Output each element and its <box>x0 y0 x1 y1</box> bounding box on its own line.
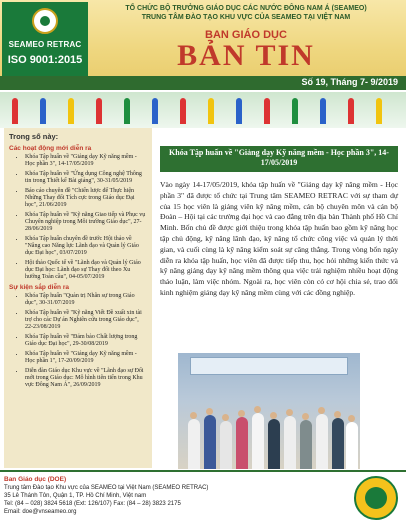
issue-bar <box>0 76 406 90</box>
section-title-upcoming: Sự kiện sắp diễn ra <box>9 284 69 291</box>
newsletter-footer <box>0 472 406 526</box>
article-banner <box>160 146 398 172</box>
iso-certification: ISO 9001:2015 <box>7 54 83 66</box>
newsletter-header <box>0 0 406 88</box>
section-title-recent: Các hoạt động mới diễn ra <box>9 145 92 152</box>
list-item: • Khóa Tập huấn về "Đảm bảo Chất lượng trong Giáo dục Đại học", 29-30/08/2019 <box>25 334 147 348</box>
footer-department: Ban Giáo dục (DOE) <box>4 476 67 483</box>
logo-name: SEAMEO RETRAC <box>8 40 82 49</box>
footer-phone: Tel: (84 – 028) 3824 5618 (Ext: 126/107) Fax: (84 – 28) 3823 2175 <box>4 501 181 507</box>
list-item: • Khóa Tập huấn về "Ứng dụng Công nghệ Thông tin trong Thiết kế Bài giảng", 30-31/05/2019 <box>25 171 147 185</box>
list-item: • Khóa Tập huấn về "Giảng dạy Kỹ năng mềm - Học phần 3", 14-17/05/2019 <box>25 154 147 168</box>
group-photo <box>178 353 360 469</box>
article-body: Vào ngày 14-17/05/2019, khóa tập huấn về "Giảng dạy kỹ năng mềm - Học phần 3" đã được tổ chức tại Trung tâm SEAMEO RETRAC với sự tham dự của 15 học viên là giảng viên kỹ năng mềm, cán bộ chuyên môn và cán bộ Đoàn – Hội tại các trường đại học và cao đẳng trên địa bàn Thành phố Hồ Chí Minh. Bốn chủ đề được giới thiệu trong khóa tập huấn bao gồm kỹ năng học tập chủ động, kỹ năng lãnh đạo, kỹ năng tổ chức công việc và quản lý thời gian, và cuối cùng là kỹ năng kiểm soát sự căng thẳng. Trong vòng bốn ngày diễn ra khóa tập huấn, học viên đã được tiếp thu, học hỏi những kiến thức và kỹ năng giảng dạy kỹ năng mềm thông qua việc trải nghiệm nhiều hoạt động thảo luận, làm việc nhóm. Ngoài ra, học viên còn có cơ hội chia sẻ, trao đổi kinh nghiệm giảng dạy kỹ năng mềm cùng với các đồng nghiệp. <box>160 180 398 297</box>
seameo-seal-icon <box>32 8 58 34</box>
footer-email[interactable]: Email: doe@vnseameo.org <box>4 509 77 515</box>
newsletter-title: BẢN TIN <box>177 39 315 72</box>
list-item: • Báo cáo chuyên đề "Chiến lược để Thực hiện Những Thay đổi Tích cực trong Giáo dục Đại học", 21/06/2019 <box>25 188 147 209</box>
list-item: • Khóa Tập huấn "Quản trị Nhân sự trong Giáo dục", 30-31/07/2019 <box>25 293 147 307</box>
recent-events-list <box>9 154 147 281</box>
org-line-1: TỔ CHỨC BỘ TRƯỞNG GIÁO DỤC CÁC NƯỚC ĐÔNG NAM Á (SEAMEO) <box>125 5 367 12</box>
org-line-2: TRUNG TÂM ĐÀO TẠO KHU VỰC CỦA SEAMEO TẠI VIỆT NAM <box>141 14 351 21</box>
list-item: • Hội thảo Quốc tế về "Lãnh đạo và Quản lý Giáo dục Đại học: Lãnh đạo sự Thay đổi theo Xu hướng Toàn cầu", 04-05/07/2019 <box>25 260 147 281</box>
list-item: • Khóa Tập huấn chuyên đề trước Hội thảo về "Nâng cao Năng lực Lãnh đạo và Quản lý Giáo dục Đại học", 03/07/2019 <box>25 236 147 257</box>
list-item: • Diễn đàn Giáo dục Khu vực về "Lãnh đạo sự Đổi mới trong Giáo dục: Mô hình tiên tiến trong Khu vực Đông Nam Á", 26/09/2019 <box>25 368 147 389</box>
toc-heading: Trong số này: <box>9 132 59 141</box>
seameo-footer-logo-icon <box>354 476 398 520</box>
department-name: BAN GIÁO DỤC <box>205 29 287 41</box>
seameo-logo <box>2 2 88 76</box>
flags-decoration <box>0 92 406 128</box>
issue-number: Số 19, Tháng 7- 9/2019 <box>301 77 398 87</box>
footer-org-full: Trung tâm Đào tạo Khu vực của SEAMEO tại Việt Nam (SEAMEO RETRAC) <box>4 485 209 491</box>
photo-backdrop-banner <box>190 357 348 375</box>
list-item: • Khóa Tập huấn về "Giảng dạy Kỹ năng mềm - Học phần 1", 17-20/09/2019 <box>25 351 147 365</box>
footer-address: 35 Lê Thánh Tôn, Quận 1, TP. Hồ Chí Minh, Việt nam <box>4 493 147 499</box>
table-of-contents <box>4 128 152 468</box>
list-item: • Khóa Tập huấn về "Kỹ năng Viết Đề xuất xin tài trợ cho các Dự án Nghiên cứu trong Giáo dục", 22-23/08/2019 <box>25 310 147 331</box>
upcoming-events-list <box>9 293 147 389</box>
list-item: • Khóa Tập huấn về "Kỹ năng Giao tiếp và Phục vụ Chuyên nghiệp trong Môi trường Giáo dục", 27-28/06/2019 <box>25 212 147 233</box>
article-title: Khóa Tập huấn về "Giảng dạy Kỹ năng mềm - Học phần 3", 14-17/05/2019 <box>169 148 389 167</box>
